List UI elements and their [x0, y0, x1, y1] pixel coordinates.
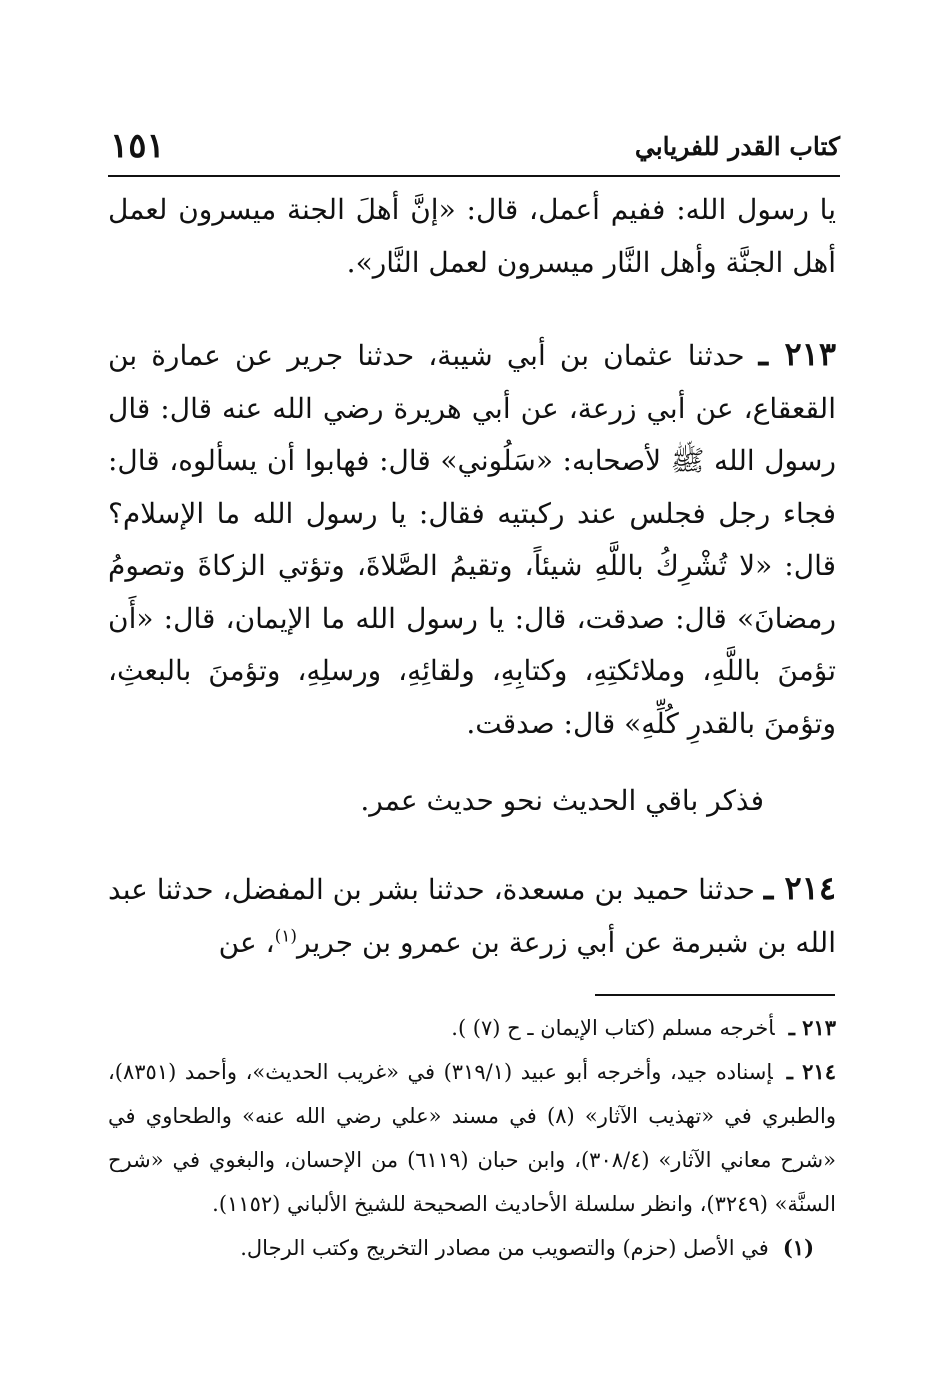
continuation-paragraph: يا رسول الله: ففيم أعمل، قال: «إنَّ أهلَ الجنة ميسرون لعمل أهل الجنَّة وأهل النَّار ميسرون لعمل النَّار». — [108, 193, 836, 279]
hadith-214-number: ٢١٤ ـ — [763, 869, 837, 907]
book-title: كتاب القدر للفريابي — [634, 132, 840, 161]
footnote-note-1-text: في الأصل (حزم) والتصويب من مصادر التخريج وكتب الرجال. — [240, 1236, 769, 1260]
footnote-rule — [595, 994, 835, 996]
footnote-note-1-number: (١) — [782, 1235, 814, 1260]
footnote-214-number: ٢١٤ ـ — [786, 1059, 836, 1084]
hadith-213-number: ٢١٣ ـ — [758, 335, 836, 373]
footnote-ref-1[interactable]: (١) — [274, 926, 298, 947]
hadith-214-text-end: ، عن — [218, 925, 275, 959]
tail-paragraph: فذكر باقي الحديث نحو حديث عمر. — [360, 784, 764, 817]
footnote-214 — [108, 1050, 836, 1226]
page-number: ١٥١ — [110, 126, 165, 166]
page-header — [108, 126, 840, 174]
header-rule — [108, 175, 840, 177]
footnotes-section — [108, 1006, 836, 1270]
footnote-213-text: أخرجه مسلم (كتاب الإيمان ـ ح (٧) ). — [451, 1016, 775, 1040]
footnote-213 — [108, 1006, 836, 1050]
footnote-note-1 — [108, 1226, 836, 1270]
footnote-213-number: ٢١٣ ـ — [788, 1015, 836, 1040]
hadith-213-text: حدثنا عثمان بن أبي شيبة، حدثنا جرير عن عمارة بن القعقاع، عن أبي زرعة، عن أبي هريرة رضي الله عنه قال: قال رسول الله ﷺ لأصحابه: «سَلُوني» قال: فهابوا أن يسألوه، قال: فجاء رجل فجلس عند ركبتيه فقال: يا رسول الله ما الإسلام؟ قال: «لا تُشْرِكُ باللَّهِ شيئاً، وتقيمُ الصَّلاةَ، وتؤتي الزكاةَ وتصومُ رمضانَ» قال: صدقت، قال: يا رسول الله ما الإيمان، قال: «أَن تؤمنَ باللَّهِ، وملائكتِهِ، وكتابِهِ، ولقائِهِ، ورسلِهِ، وتؤمنَ بالبعثِ، وتؤمنَ بالقدرِ كُلِّهِ» قال: صدقت. — [108, 339, 836, 740]
hadith-214-text: حدثنا حميد بن مسعدة، حدثنا بشر بن المفضل، حدثنا عبد الله بن شبرمة عن أبي زرعة بن عمرو بن جرير — [108, 873, 836, 959]
hadith-214-paragraph — [108, 862, 836, 969]
hadith-213-paragraph — [108, 328, 836, 750]
footnote-214-text: إسناده جيد، وأخرجه أبو عبيد (٣١٩/١) في «غريب الحديث»، وأحمد (٨٣٥١)، والطبري في «تهذيب الآثار» (٨) في مسند «علي رضي الله عنه» والطحاوي في «شرح معاني الآثار» (٣٠٨/٤)، وابن حبان (٦١١٩) من الإحسان، والبغوي في «شرح السنَّة» (٣٢٤٩)، وانظر سلسلة الأحاديث الصحيحة للشيخ الألباني (١١٥٢). — [108, 1060, 836, 1216]
